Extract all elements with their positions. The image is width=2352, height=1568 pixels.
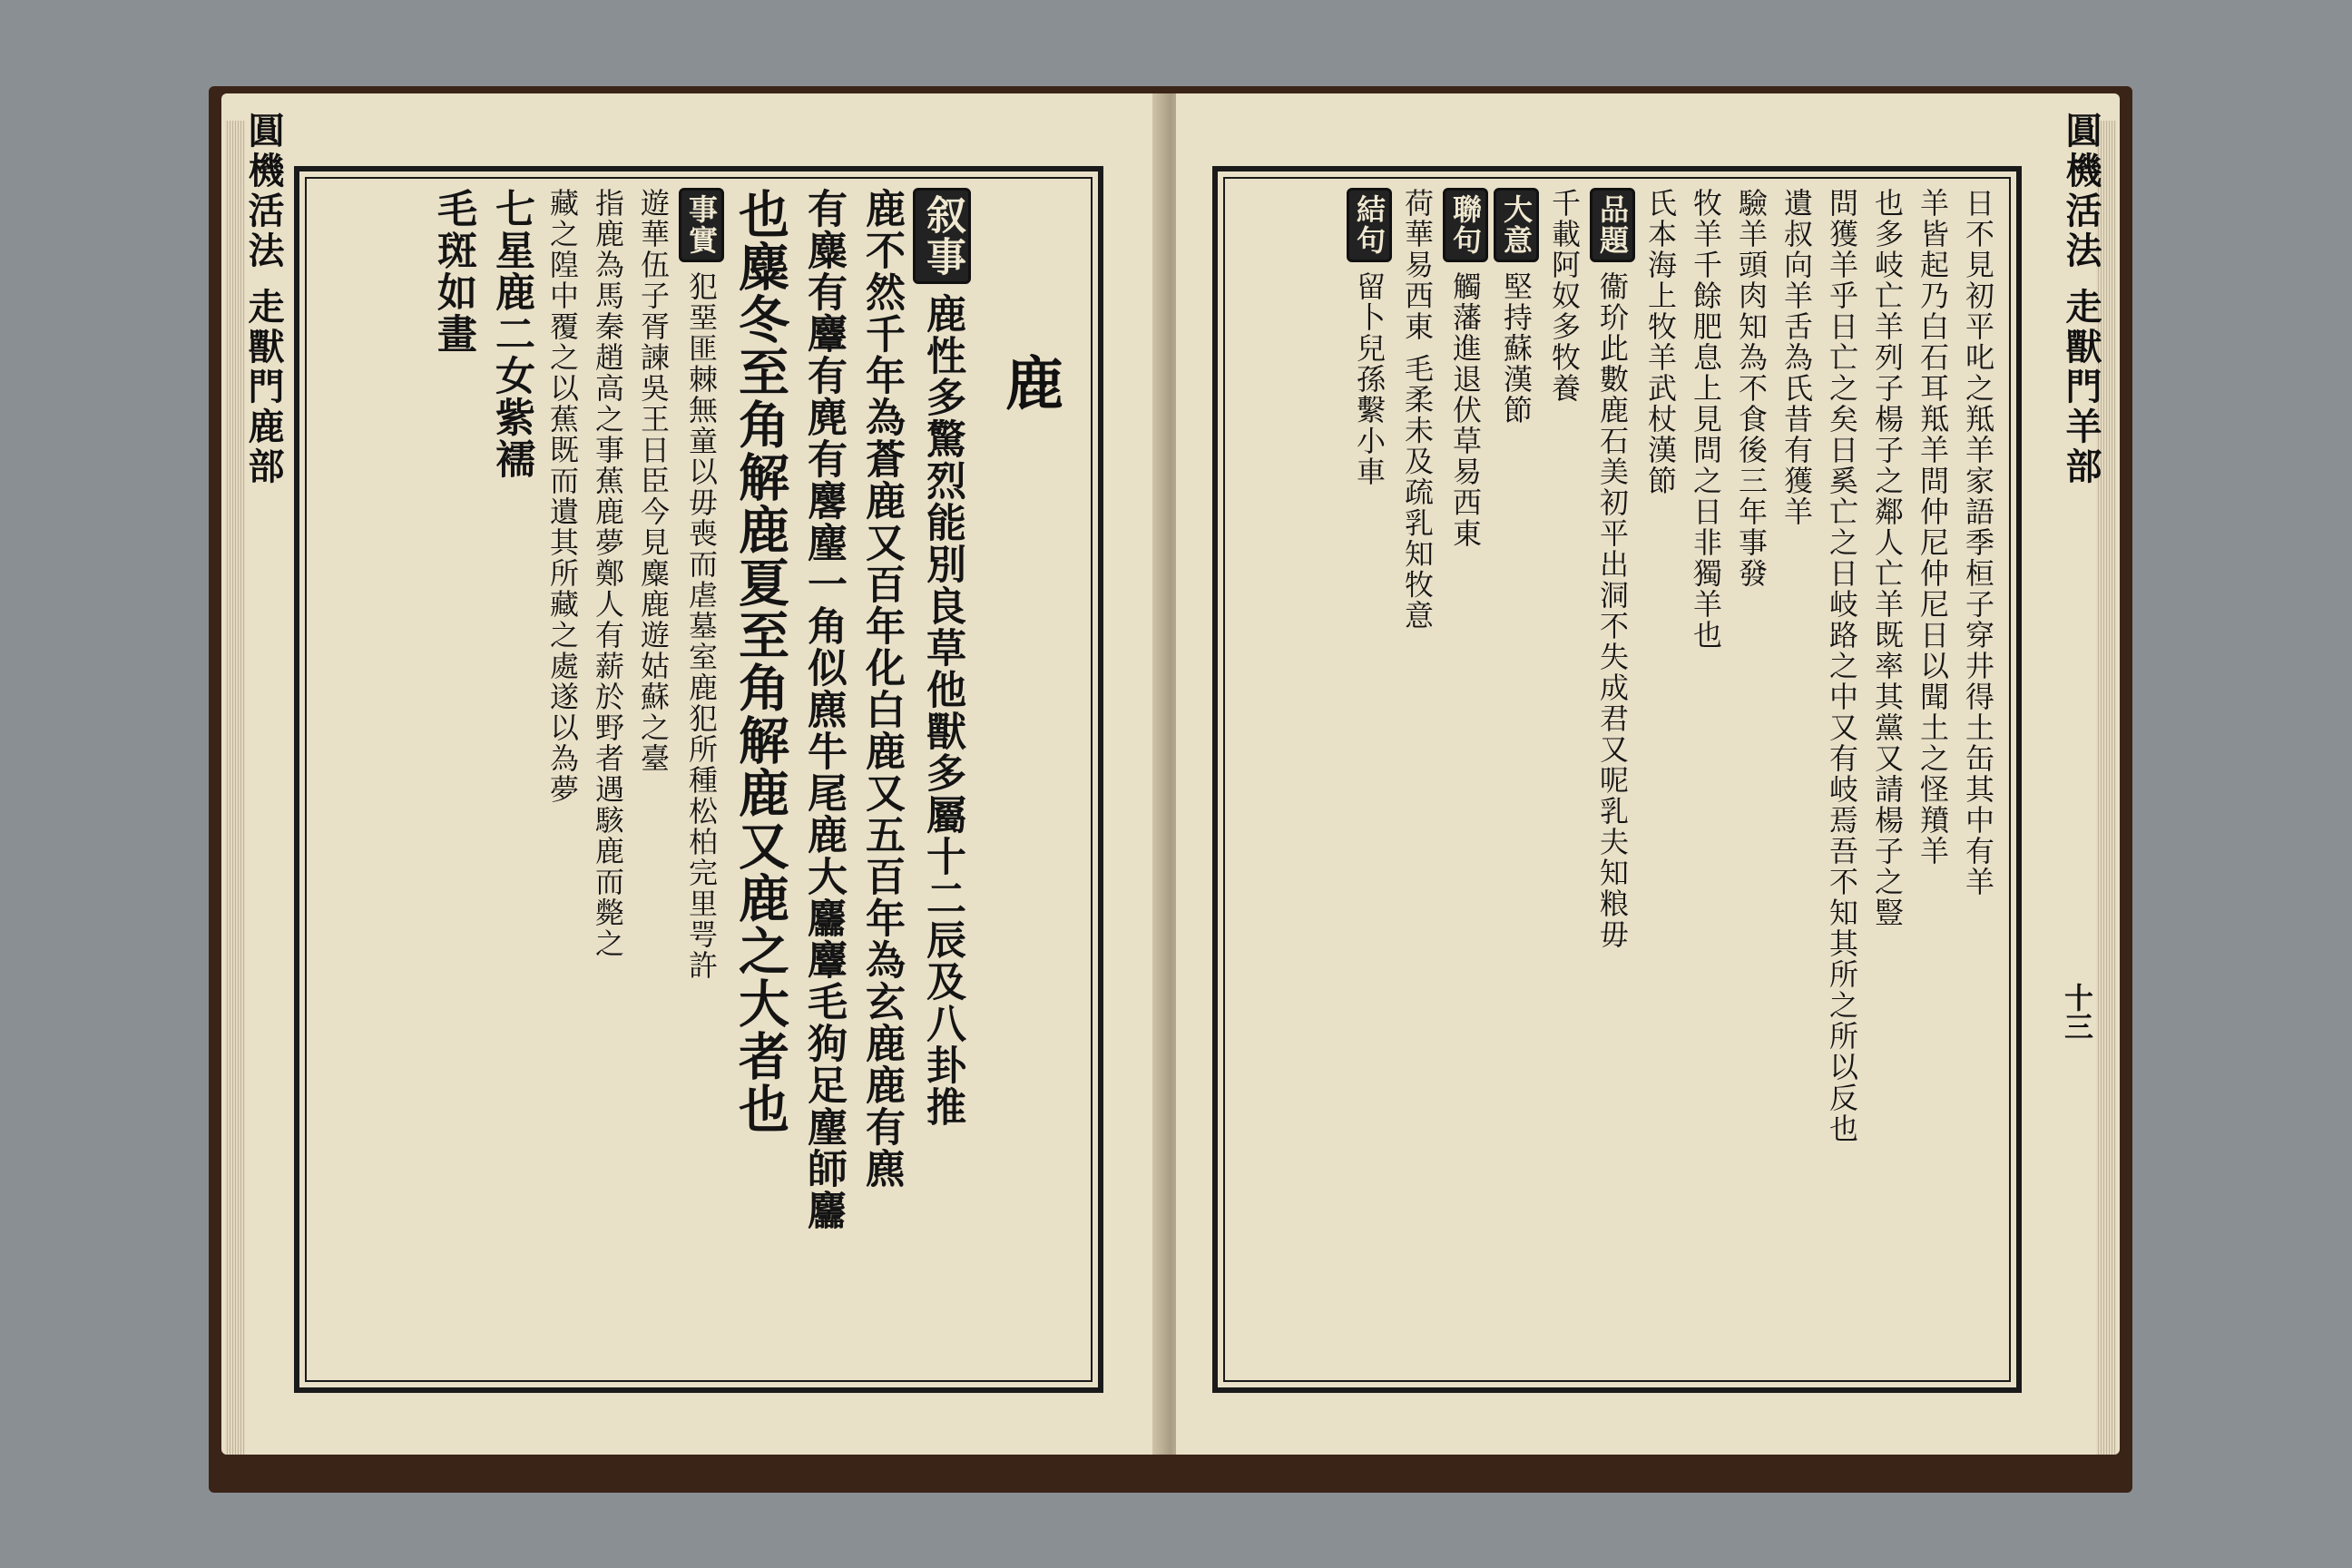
- left-margin-title-text: 圓機活法: [242, 112, 285, 271]
- text-column: [1590, 188, 1635, 1371]
- text-column: [679, 188, 724, 1371]
- text-column: 牧羊千餘肥息上見問之日非獨羊也: [1689, 188, 1723, 651]
- text-column: 千載阿奴多牧養: [1547, 188, 1582, 404]
- text-column: 遊華伍子胥諫吳王日臣今見麋鹿遊姑蘇之臺: [636, 188, 671, 774]
- section-tab: 結句: [1347, 188, 1392, 262]
- column-text: 留卜兒孫繫小車: [1352, 271, 1387, 487]
- text-column: 問獲羊乎日亡之矣日奚亡之日岐路之中又有岐焉吾不知其所之所以反也: [1825, 188, 1859, 1144]
- section-tab: 聯句: [1443, 188, 1488, 262]
- left-text-columns: [318, 188, 971, 1371]
- section-tab: 大意: [1494, 188, 1539, 262]
- page-number: 十三: [2060, 983, 2094, 1041]
- right-margin-title: [2055, 112, 2107, 487]
- text-column: 遺叔向羊舌為氏昔有獲羊: [1779, 188, 1814, 527]
- column-text: 衞玠此數鹿石美初平出洞不失成君又呢乳夫知粮毋: [1595, 271, 1630, 950]
- text-column: 鹿不然千年為蒼鹿又百年化白鹿又五百年為玄鹿鹿有麃: [858, 188, 905, 1190]
- text-column: 羊皆起乃白石耳羝羊問仲尼仲尼日以聞土之怪羵羊: [1916, 188, 1950, 867]
- left-margin-title: [238, 112, 289, 487]
- text-column: 也多岐亡羊列子楊子之鄰人亡羊既率其黨又請楊子之豎: [1870, 188, 1905, 928]
- right-margin-subtitle: 走獸門羊部: [2060, 287, 2102, 487]
- text-column: 荷華易西東 毛柔未及疏乳知牧意: [1400, 188, 1435, 632]
- right-page: [1176, 93, 2120, 1455]
- section-tab: 叙事: [913, 188, 971, 284]
- text-column: 也麋冬至角解鹿夏至角解鹿又鹿之大者也: [730, 188, 790, 1135]
- section-tab: 品題: [1590, 188, 1635, 262]
- section-tab: 事實: [679, 188, 724, 262]
- text-column: 驗羊頭肉知為不食後三年事發: [1734, 188, 1769, 589]
- left-text-frame: [294, 166, 1103, 1393]
- text-column: 有麋有麞有麂有麐麈一角似麃牛尾鹿大麢麞毛狗足麈師麢: [800, 188, 847, 1231]
- right-text-frame: [1212, 166, 2022, 1393]
- text-column: 七星鹿二女紫襦: [488, 188, 534, 480]
- text-column: [913, 188, 971, 1371]
- column-text: 鹿性多驚烈能別良草他獸多屬十二辰及八卦推: [919, 293, 965, 1128]
- right-margin-title-text: 圓機活法: [2060, 112, 2102, 271]
- open-book: [209, 77, 2132, 1493]
- text-column: 藏之隍中覆之以蕉既而遺其所藏之處遂以為夢: [545, 188, 580, 805]
- text-column: [1494, 188, 1539, 1371]
- section-heading: 鹿: [995, 353, 1063, 411]
- text-column: 指鹿為馬秦趙高之事蕉鹿夢鄭人有薪於野者遇駭鹿而斃之: [591, 188, 625, 959]
- text-column: 毛斑如畫: [430, 188, 476, 355]
- text-column: [1443, 188, 1488, 1371]
- left-page: [221, 93, 1165, 1455]
- column-text: 堅持蘇漢節: [1499, 271, 1534, 426]
- right-text-columns: [1236, 188, 1998, 1371]
- column-text: 觸藩進退伏草易西東: [1448, 271, 1483, 549]
- column-text: 犯堊匪棘無童以毋喪而虐墓室鹿犯所種松柏完里咢許: [684, 271, 719, 981]
- text-column: [1347, 188, 1392, 1371]
- text-column: 日不見初平叱之羝羊家語季桓子穿井得土缶其中有羊: [1961, 188, 1995, 897]
- left-margin-subtitle: 走獸門鹿部: [242, 287, 285, 487]
- text-column: 氏本海上牧羊武杖漢節: [1643, 188, 1678, 496]
